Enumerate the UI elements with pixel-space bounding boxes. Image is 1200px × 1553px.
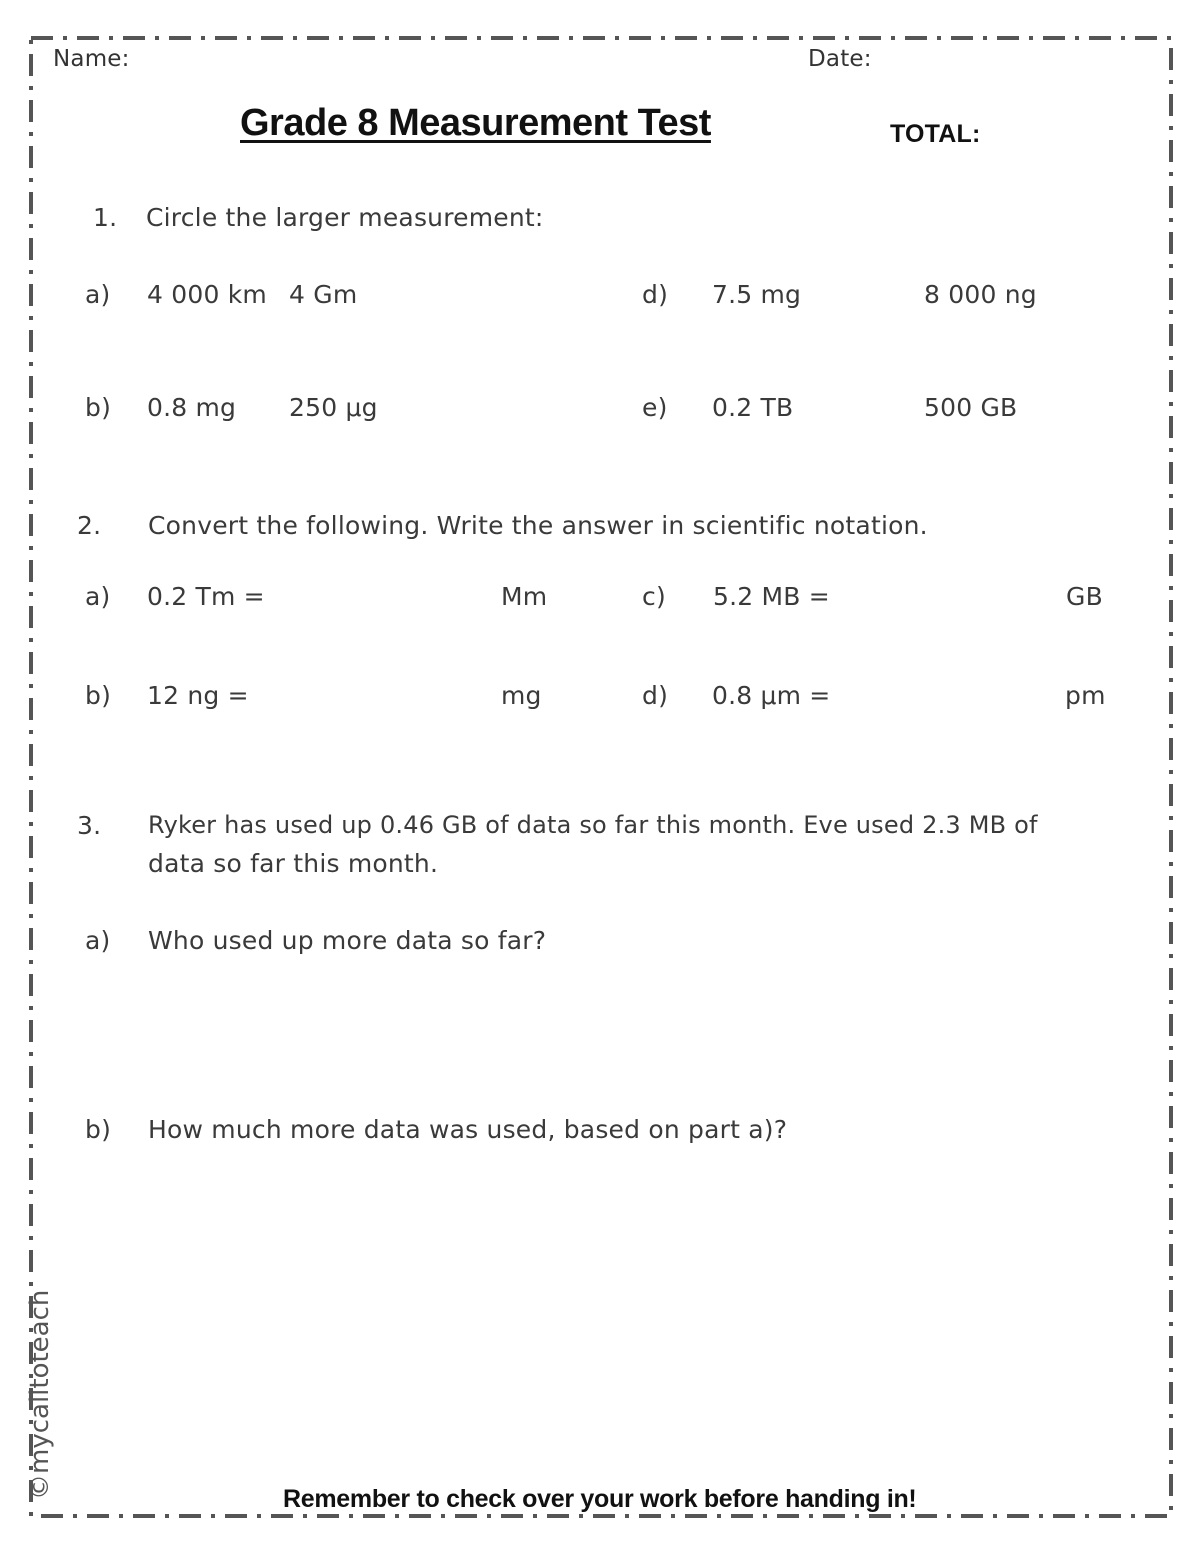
q2-item-a-given: 0.2 Tm =	[147, 582, 265, 611]
q2-item-a-letter: a)	[85, 582, 111, 611]
q2-item-c-given: 5.2 MB =	[713, 582, 830, 611]
q3-part-b-text: How much more data was used, based on part a)?	[148, 1115, 788, 1144]
question-2-number: 2.	[77, 511, 102, 540]
q2-item-d-unit: pm	[1065, 681, 1106, 710]
question-1-number: 1.	[93, 203, 118, 232]
question-3-number: 3.	[77, 811, 102, 840]
q1-item-b-first: 0.8 mg	[147, 393, 237, 422]
q3-part-a-letter: a)	[85, 926, 111, 955]
q1-item-b-letter: b)	[85, 393, 112, 422]
q2-item-c-letter: c)	[642, 582, 666, 611]
footer-reminder: Remember to check over your work before handing in!	[283, 1485, 917, 1513]
name-label: Name:	[53, 46, 130, 72]
q1-item-e-letter: e)	[642, 393, 668, 422]
question-3-prompt-line-1: Ryker has used up 0.46 GB of data so far this month. Eve used 2.3 MB of	[148, 811, 1038, 839]
page-title: Grade 8 Measurement Test	[240, 102, 711, 144]
q2-item-a-unit: Mm	[501, 582, 548, 611]
q2-item-d-letter: d)	[642, 681, 669, 710]
q2-item-b-unit: mg	[501, 681, 542, 710]
q1-item-a-letter: a)	[85, 280, 111, 309]
total-label: TOTAL:	[890, 120, 981, 148]
question-2-prompt: Convert the following. Write the answer in scientific notation.	[148, 511, 928, 540]
q3-part-b-letter: b)	[85, 1115, 112, 1144]
question-1-prompt: Circle the larger measurement:	[146, 203, 544, 232]
q1-item-a-second: 4 Gm	[289, 280, 358, 309]
question-3-prompt-line-2: data so far this month.	[148, 849, 439, 878]
date-label: Date:	[808, 46, 872, 72]
q2-item-b-letter: b)	[85, 681, 112, 710]
q1-item-e-first: 0.2 TB	[712, 393, 794, 422]
q1-item-d-second: 8 000 ng	[924, 280, 1037, 309]
copyright-watermark: ©mycalltoteach	[25, 1289, 55, 1500]
q1-item-d-letter: d)	[642, 280, 669, 309]
q1-item-d-first: 7.5 mg	[712, 280, 802, 309]
q1-item-a-first: 4 000 km	[147, 280, 267, 309]
q2-item-d-given: 0.8 μm =	[712, 681, 831, 710]
q1-item-b-second: 250 μg	[289, 393, 378, 422]
q2-item-b-given: 12 ng =	[147, 681, 249, 710]
q1-item-e-second: 500 GB	[924, 393, 1018, 422]
q2-item-c-unit: GB	[1066, 582, 1103, 611]
q3-part-a-text: Who used up more data so far?	[148, 926, 547, 955]
